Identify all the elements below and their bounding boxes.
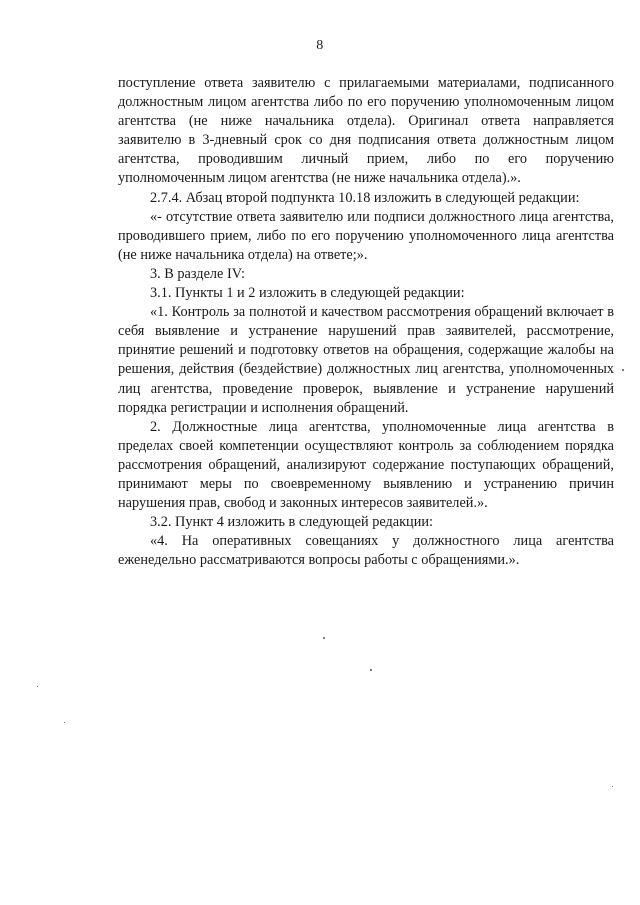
scan-speck [37, 686, 38, 687]
paragraph-point-1: «1. Контроль за полнотой и качеством рассмотрения обращений включает в себя выявление и устранение нарушений прав заявителей, рассмотрение, принятие решений и подготовку ответов на обращения, содержащие жалобы на решения, действия (бездействие) должностных лиц агентства, уполномоченных лиц агентства, проведение проверок, выявление и устранение нарушений порядка регистрации и исполнения обращений. [118, 304, 614, 416]
paragraph-point-2: 2. Должностные лица агентства, уполномоченные лица агентства в пределах своей компетенции осуществляют контроль за соблюдением порядка рассмотрения обращений, анализируют содержание поступающих обращений, принимают меры по своевременному выявлению и устранению причин нарушения прав, свобод и законных интересов заявителей.». [118, 418, 614, 512]
scan-speck [370, 669, 372, 671]
scan-speck [622, 369, 624, 371]
page-number: 8 [316, 38, 324, 53]
document-body [118, 74, 614, 570]
paragraph-continuation: поступление ответа заявителю с прилагаемыми материалами, подписанного должностным лицом агентства либо по его поручению уполномоченным лицом агентства (не ниже начальника отдела). Оригинал ответа направляется заявителю в 3-дневный срок со дня подписания ответа должностным лицом агентства, проводившим личный прием, либо по его поручению уполномоченным лицом агентства (не ниже начальника отдела).». [118, 75, 614, 187]
scan-speck [612, 786, 613, 787]
scan-speck [64, 722, 65, 723]
paragraph-section-iv: 3. В разделе IV: [150, 265, 245, 282]
paragraph-quote-absence: «- отсутствие ответа заявителю или подписи должностного лица агентства, проводившего прием, либо по его поручению уполномоченного лица агентства (не ниже начальника отдела) на ответе;». [118, 208, 614, 263]
paragraph-2-7-4: 2.7.4. Абзац второй подпункта 10.18 изложить в следующей редакции: [150, 189, 580, 206]
paragraph-3-2: 3.2. Пункт 4 изложить в следующей редакции: [150, 514, 433, 531]
scan-speck [323, 637, 325, 639]
paragraph-3-1: 3.1. Пункты 1 и 2 изложить в следующей редакции: [150, 285, 465, 302]
paragraph-point-4: «4. На оперативных совещаниях у должностного лица агентства еженедельно рассматриваются вопросы работы с обращениями.». [118, 533, 614, 569]
